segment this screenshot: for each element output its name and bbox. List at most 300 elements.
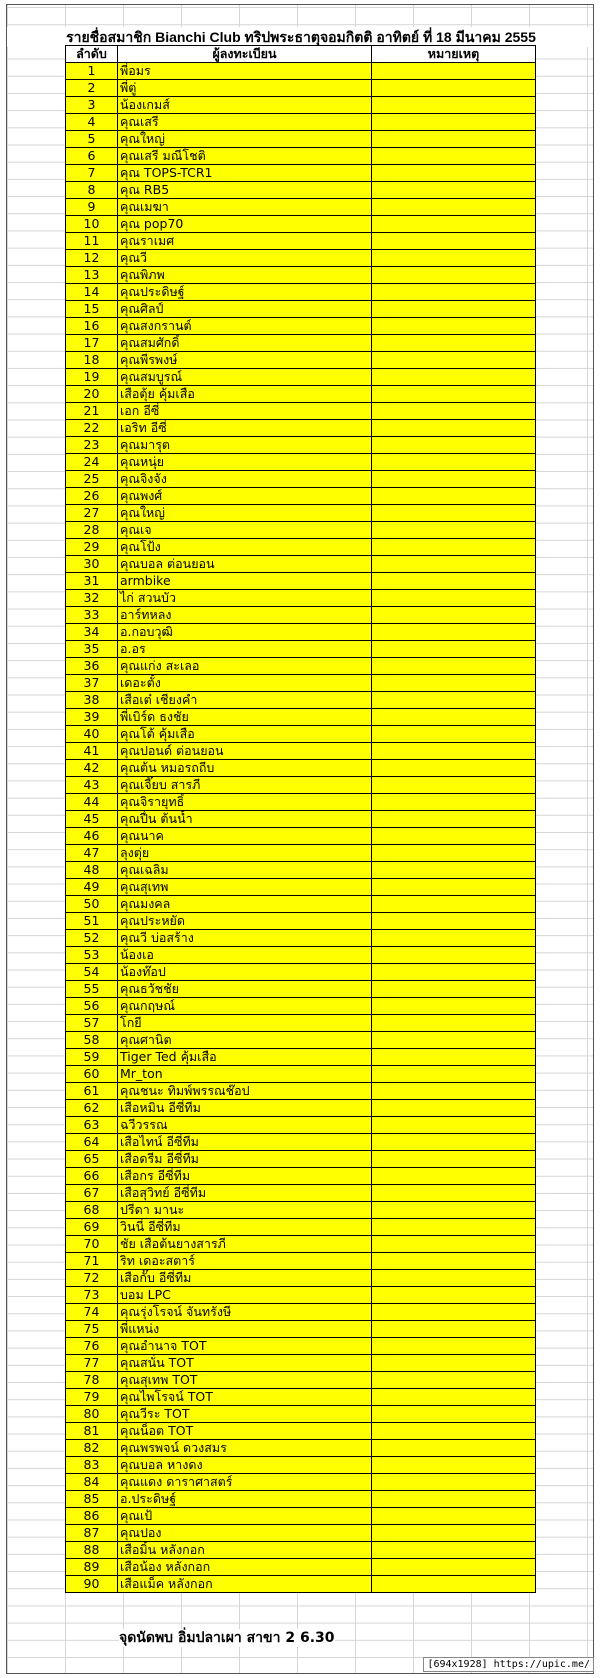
cell-number: 66 [66, 1168, 118, 1185]
cell-registrant: พี่ตู่ [118, 80, 372, 97]
cell-registrant: คุณมารุต [118, 437, 372, 454]
cell-note [372, 1423, 536, 1440]
cell-registrant: คุณนาค [118, 828, 372, 845]
column-header-no: ลำดับ [66, 46, 118, 63]
cell-number: 65 [66, 1151, 118, 1168]
table-row [66, 964, 536, 981]
cell-number: 45 [66, 811, 118, 828]
cell-number: 73 [66, 1287, 118, 1304]
cell-registrant: คุณใหญ่ [118, 505, 372, 522]
cell-note [372, 658, 536, 675]
cell-number: 68 [66, 1202, 118, 1219]
cell-number: 60 [66, 1066, 118, 1083]
cell-registrant: armbike [118, 573, 372, 590]
table-row [66, 811, 536, 828]
table-row [66, 165, 536, 182]
cell-note [372, 539, 536, 556]
cell-note [372, 1491, 536, 1508]
cell-number: 52 [66, 930, 118, 947]
cell-registrant: คุณแก่ง สะเลอ [118, 658, 372, 675]
table-row [66, 1508, 536, 1525]
cell-number: 87 [66, 1525, 118, 1542]
cell-number: 33 [66, 607, 118, 624]
cell-note [372, 1321, 536, 1338]
cell-note [372, 828, 536, 845]
table-row [66, 828, 536, 845]
table-row [66, 1474, 536, 1491]
table-row [66, 1134, 536, 1151]
cell-number: 40 [66, 726, 118, 743]
cell-registrant: เสือดรีม อีซี่ทีม [118, 1151, 372, 1168]
cell-note [372, 794, 536, 811]
cell-note [372, 1168, 536, 1185]
cell-note [372, 811, 536, 828]
cell-number: 47 [66, 845, 118, 862]
cell-note [372, 148, 536, 165]
cell-number: 63 [66, 1117, 118, 1134]
cell-number: 86 [66, 1508, 118, 1525]
table-row [66, 1525, 536, 1542]
cell-number: 75 [66, 1321, 118, 1338]
cell-note [372, 845, 536, 862]
cell-registrant: คุณประหยัด [118, 913, 372, 930]
table-row [66, 233, 536, 250]
registration-table [65, 45, 536, 1593]
cell-note [372, 1100, 536, 1117]
cell-number: 31 [66, 573, 118, 590]
cell-note [372, 165, 536, 182]
cell-registrant: ลุงตุ่ย [118, 845, 372, 862]
table-row [66, 522, 536, 539]
cell-number: 43 [66, 777, 118, 794]
cell-number: 17 [66, 335, 118, 352]
cell-note [372, 1270, 536, 1287]
meeting-point-note: จุดนัดพบ อิ่มปลาเผา สาขา 2 6.30 [119, 1630, 335, 1646]
cell-note [372, 233, 536, 250]
cell-registrant: คุณโต้ คุ้มเสือ [118, 726, 372, 743]
cell-note [372, 199, 536, 216]
cell-note [372, 335, 536, 352]
table-body [66, 63, 536, 1593]
cell-registrant: บอม LPC [118, 1287, 372, 1304]
cell-number: 88 [66, 1542, 118, 1559]
table-row [66, 590, 536, 607]
table-row [66, 896, 536, 913]
cell-note [372, 590, 536, 607]
cell-number: 12 [66, 250, 118, 267]
cell-number: 67 [66, 1185, 118, 1202]
cell-note [372, 1474, 536, 1491]
cell-number: 84 [66, 1474, 118, 1491]
cell-registrant: คุณชนะ ทิมพ์พรรณช๊อป [118, 1083, 372, 1100]
table-row [66, 488, 536, 505]
table-row [66, 80, 536, 97]
cell-note [372, 879, 536, 896]
cell-note [372, 284, 536, 301]
header-row [66, 46, 536, 63]
cell-number: 10 [66, 216, 118, 233]
cell-note [372, 63, 536, 80]
cell-registrant: คุณสมบูรณ์ [118, 369, 372, 386]
table-row [66, 1372, 536, 1389]
cell-number: 7 [66, 165, 118, 182]
cell-note [372, 1287, 536, 1304]
cell-number: 14 [66, 284, 118, 301]
cell-number: 82 [66, 1440, 118, 1457]
cell-registrant: อ.ประดิษฐ์ [118, 1491, 372, 1508]
cell-number: 41 [66, 743, 118, 760]
cell-registrant: คุณรุ่งโรจน์ จันทรังษี [118, 1304, 372, 1321]
cell-registrant: คุณศานิต [118, 1032, 372, 1049]
cell-registrant: วินนี่ อีซี่ทีม [118, 1219, 372, 1236]
cell-note [372, 471, 536, 488]
cell-number: 1 [66, 63, 118, 80]
cell-number: 50 [66, 896, 118, 913]
cell-registrant: เสือกร อีซี่ทีม [118, 1168, 372, 1185]
cell-number: 37 [66, 675, 118, 692]
cell-note [372, 862, 536, 879]
cell-note [372, 930, 536, 947]
cell-number: 72 [66, 1270, 118, 1287]
cell-number: 16 [66, 318, 118, 335]
cell-note [372, 437, 536, 454]
cell-number: 11 [66, 233, 118, 250]
table-row [66, 1559, 536, 1576]
cell-note [372, 1406, 536, 1423]
cell-number: 74 [66, 1304, 118, 1321]
table-row [66, 1236, 536, 1253]
cell-registrant: คุณโป้ง [118, 539, 372, 556]
table-row [66, 1168, 536, 1185]
cell-number: 42 [66, 760, 118, 777]
table-row [66, 97, 536, 114]
cell-registrant: เสือสุวิทย์ อีซี่ทีม [118, 1185, 372, 1202]
table-row [66, 641, 536, 658]
table-row [66, 250, 536, 267]
table-row [66, 131, 536, 148]
table-row [66, 386, 536, 403]
cell-note [372, 1559, 536, 1576]
cell-note [372, 709, 536, 726]
cell-number: 85 [66, 1491, 118, 1508]
cell-number: 26 [66, 488, 118, 505]
cell-registrant: คุณน็อต TOT [118, 1423, 372, 1440]
cell-number: 27 [66, 505, 118, 522]
table-row [66, 1185, 536, 1202]
cell-registrant: คุณวี [118, 250, 372, 267]
cell-registrant: คุณจิงจัง [118, 471, 372, 488]
cell-number: 34 [66, 624, 118, 641]
cell-number: 8 [66, 182, 118, 199]
cell-note [372, 1015, 536, 1032]
column-header-name: ผู้ลงทะเบียน [118, 46, 372, 63]
cell-note [372, 607, 536, 624]
cell-note [372, 403, 536, 420]
cell-number: 30 [66, 556, 118, 573]
cell-registrant: คุณเป้ [118, 1508, 372, 1525]
sheet-title: รายชื่อสมาชิก Bianchi Club ทริปพระธาตุจอมกิตติ อาทิตย์ ที่ 18 มีนาคม 2555 [7, 27, 594, 47]
cell-note [372, 267, 536, 284]
cell-registrant: ไก่ สวนบัว [118, 590, 372, 607]
table-row [66, 267, 536, 284]
cell-number: 48 [66, 862, 118, 879]
table-row [66, 182, 536, 199]
cell-note [372, 1253, 536, 1270]
cell-note [372, 386, 536, 403]
cell-registrant: คุณ TOPS-TCR1 [118, 165, 372, 182]
cell-registrant: คุณสุเทพ TOT [118, 1372, 372, 1389]
cell-note [372, 1542, 536, 1559]
table-row [66, 1066, 536, 1083]
table-row [66, 726, 536, 743]
cell-number: 62 [66, 1100, 118, 1117]
cell-registrant: คุณธวัชชัย [118, 981, 372, 998]
cell-registrant: คุณพงศ์ [118, 488, 372, 505]
cell-number: 70 [66, 1236, 118, 1253]
cell-registrant: โกยี [118, 1015, 372, 1032]
table-row [66, 1542, 536, 1559]
cell-note [372, 1219, 536, 1236]
cell-registrant: คุณ pop70 [118, 216, 372, 233]
image-host-watermark: [694x1928] https://upic.me/ [423, 1657, 594, 1672]
cell-registrant: คุณเมฆา [118, 199, 372, 216]
cell-note [372, 1185, 536, 1202]
table-row [66, 1440, 536, 1457]
cell-note [372, 743, 536, 760]
cell-registrant: คุณปื่น ต้นน้ำ [118, 811, 372, 828]
table-row [66, 369, 536, 386]
table-row [66, 709, 536, 726]
table-row [66, 1321, 536, 1338]
table-row [66, 1100, 536, 1117]
cell-number: 44 [66, 794, 118, 811]
cell-number: 35 [66, 641, 118, 658]
table-row [66, 862, 536, 879]
cell-registrant: คุณกฤษณ์ [118, 998, 372, 1015]
cell-number: 49 [66, 879, 118, 896]
cell-note [372, 488, 536, 505]
cell-number: 29 [66, 539, 118, 556]
cell-number: 61 [66, 1083, 118, 1100]
cell-registrant: น้องท๊อป [118, 964, 372, 981]
cell-number: 69 [66, 1219, 118, 1236]
table-row [66, 437, 536, 454]
cell-registrant: คุณพรพจน์ ดวงสมร [118, 1440, 372, 1457]
cell-number: 90 [66, 1576, 118, 1593]
cell-registrant: เอริท อีซี่ [118, 420, 372, 437]
cell-registrant: อ.อร [118, 641, 372, 658]
cell-number: 78 [66, 1372, 118, 1389]
cell-note [372, 1032, 536, 1049]
cell-registrant: คุณพิภพ [118, 267, 372, 284]
cell-registrant: คุณบอล หางดง [118, 1457, 372, 1474]
table-row [66, 947, 536, 964]
cell-registrant: ปรีดา มานะ [118, 1202, 372, 1219]
cell-registrant: เอก อีซี่ [118, 403, 372, 420]
cell-number: 39 [66, 709, 118, 726]
cell-note [372, 1117, 536, 1134]
table-row [66, 658, 536, 675]
table-row [66, 1304, 536, 1321]
cell-note [372, 947, 536, 964]
cell-registrant: น้องเอ [118, 947, 372, 964]
cell-note [372, 250, 536, 267]
cell-number: 25 [66, 471, 118, 488]
cell-registrant: เสือน้อง หลังกอก [118, 1559, 372, 1576]
cell-number: 81 [66, 1423, 118, 1440]
cell-registrant: พี่อมร [118, 63, 372, 80]
cell-note [372, 896, 536, 913]
cell-number: 54 [66, 964, 118, 981]
table-row [66, 1253, 536, 1270]
cell-note [372, 760, 536, 777]
table-row [66, 1389, 536, 1406]
cell-registrant: เสือไทน์ อีซี่ทีม [118, 1134, 372, 1151]
table-row [66, 743, 536, 760]
table-row [66, 760, 536, 777]
cell-note [372, 1372, 536, 1389]
cell-registrant: ชัย เสือต้นยางสารภี [118, 1236, 372, 1253]
cell-registrant: คุณเสรี มณีโชติ [118, 148, 372, 165]
table-row [66, 692, 536, 709]
cell-note [372, 1355, 536, 1372]
cell-number: 19 [66, 369, 118, 386]
cell-number: 64 [66, 1134, 118, 1151]
cell-note [372, 1457, 536, 1474]
table-row [66, 1151, 536, 1168]
cell-note [372, 131, 536, 148]
table-row [66, 1457, 536, 1474]
cell-registrant: คุณสงกรานต์ [118, 318, 372, 335]
table-row [66, 930, 536, 947]
cell-note [372, 998, 536, 1015]
cell-number: 9 [66, 199, 118, 216]
cell-registrant: คุณราเมศ [118, 233, 372, 250]
cell-number: 2 [66, 80, 118, 97]
cell-note [372, 1338, 536, 1355]
cell-registrant: พี่เบิร์ด ธงชัย [118, 709, 372, 726]
cell-registrant: คุณปอนด์ ต่อนยอน [118, 743, 372, 760]
table-row [66, 573, 536, 590]
cell-registrant: ฉวีวรรณ [118, 1117, 372, 1134]
table-row [66, 539, 536, 556]
cell-registrant: คุณวีระ TOT [118, 1406, 372, 1423]
cell-registrant: คุณจิรายุทธิ์ [118, 794, 372, 811]
cell-note [372, 505, 536, 522]
cell-registrant: Mr_ton [118, 1066, 372, 1083]
table-row [66, 981, 536, 998]
cell-number: 3 [66, 97, 118, 114]
table-row [66, 1219, 536, 1236]
table-row [66, 794, 536, 811]
spreadsheet-canvas [6, 4, 594, 1674]
table-row [66, 1202, 536, 1219]
table-row [66, 777, 536, 794]
cell-note [372, 624, 536, 641]
column-header-note: หมายเหตุ [372, 46, 536, 63]
cell-number: 38 [66, 692, 118, 709]
cell-registrant: เสือกั๊บ อีซี่ทีม [118, 1270, 372, 1287]
cell-note [372, 1066, 536, 1083]
cell-registrant: คุณเจ [118, 522, 372, 539]
cell-note [372, 1304, 536, 1321]
cell-registrant: คุณสมศักดิ์ [118, 335, 372, 352]
table-row [66, 335, 536, 352]
cell-registrant: คุณเสรี [118, 114, 372, 131]
cell-number: 77 [66, 1355, 118, 1372]
cell-number: 83 [66, 1457, 118, 1474]
cell-registrant: เสือตุ้ย คุ้มเสือ [118, 386, 372, 403]
cell-number: 28 [66, 522, 118, 539]
table-row [66, 1049, 536, 1066]
table-row [66, 607, 536, 624]
cell-number: 56 [66, 998, 118, 1015]
cell-note [372, 1508, 536, 1525]
cell-number: 58 [66, 1032, 118, 1049]
cell-note [372, 454, 536, 471]
cell-note [372, 1389, 536, 1406]
cell-note [372, 777, 536, 794]
cell-registrant: คุณเฉลิม [118, 862, 372, 879]
cell-number: 36 [66, 658, 118, 675]
cell-registrant: คุณประดิษฐ์ [118, 284, 372, 301]
cell-note [372, 182, 536, 199]
cell-registrant: พี่แหน่ง [118, 1321, 372, 1338]
cell-note [372, 114, 536, 131]
table-row [66, 1355, 536, 1372]
table-row [66, 454, 536, 471]
cell-number: 18 [66, 352, 118, 369]
cell-note [372, 1236, 536, 1253]
cell-registrant: เดอะตั้ง [118, 675, 372, 692]
cell-number: 32 [66, 590, 118, 607]
table-row [66, 420, 536, 437]
cell-number: 80 [66, 1406, 118, 1423]
table-row [66, 1083, 536, 1100]
cell-note [372, 97, 536, 114]
table-row [66, 114, 536, 131]
cell-registrant: คุณสนั่น TOT [118, 1355, 372, 1372]
cell-registrant: เสือเต๋ เชียงคำ [118, 692, 372, 709]
table-row [66, 1032, 536, 1049]
table-row [66, 1491, 536, 1508]
cell-note [372, 981, 536, 998]
cell-registrant: ริท เดอะสตาร์ [118, 1253, 372, 1270]
cell-number: 57 [66, 1015, 118, 1032]
cell-registrant: คุณปอง [118, 1525, 372, 1542]
table-row [66, 913, 536, 930]
cell-registrant: คุณใหญ่ [118, 131, 372, 148]
table-row [66, 1406, 536, 1423]
cell-registrant: คุณพีรพงษ์ [118, 352, 372, 369]
cell-note [372, 80, 536, 97]
table-row [66, 148, 536, 165]
table-row [66, 675, 536, 692]
cell-registrant: คุณศิลป์ [118, 301, 372, 318]
cell-registrant: คุณอำนาจ TOT [118, 1338, 372, 1355]
cell-note [372, 522, 536, 539]
table-row [66, 1287, 536, 1304]
cell-registrant: คุณแดง ดาราศาสตร์ [118, 1474, 372, 1491]
table-row [66, 845, 536, 862]
table-row [66, 471, 536, 488]
cell-registrant: คุณบอล ต่อนยอน [118, 556, 372, 573]
cell-number: 79 [66, 1389, 118, 1406]
cell-number: 4 [66, 114, 118, 131]
table-row [66, 352, 536, 369]
cell-note [372, 352, 536, 369]
cell-note [372, 1083, 536, 1100]
